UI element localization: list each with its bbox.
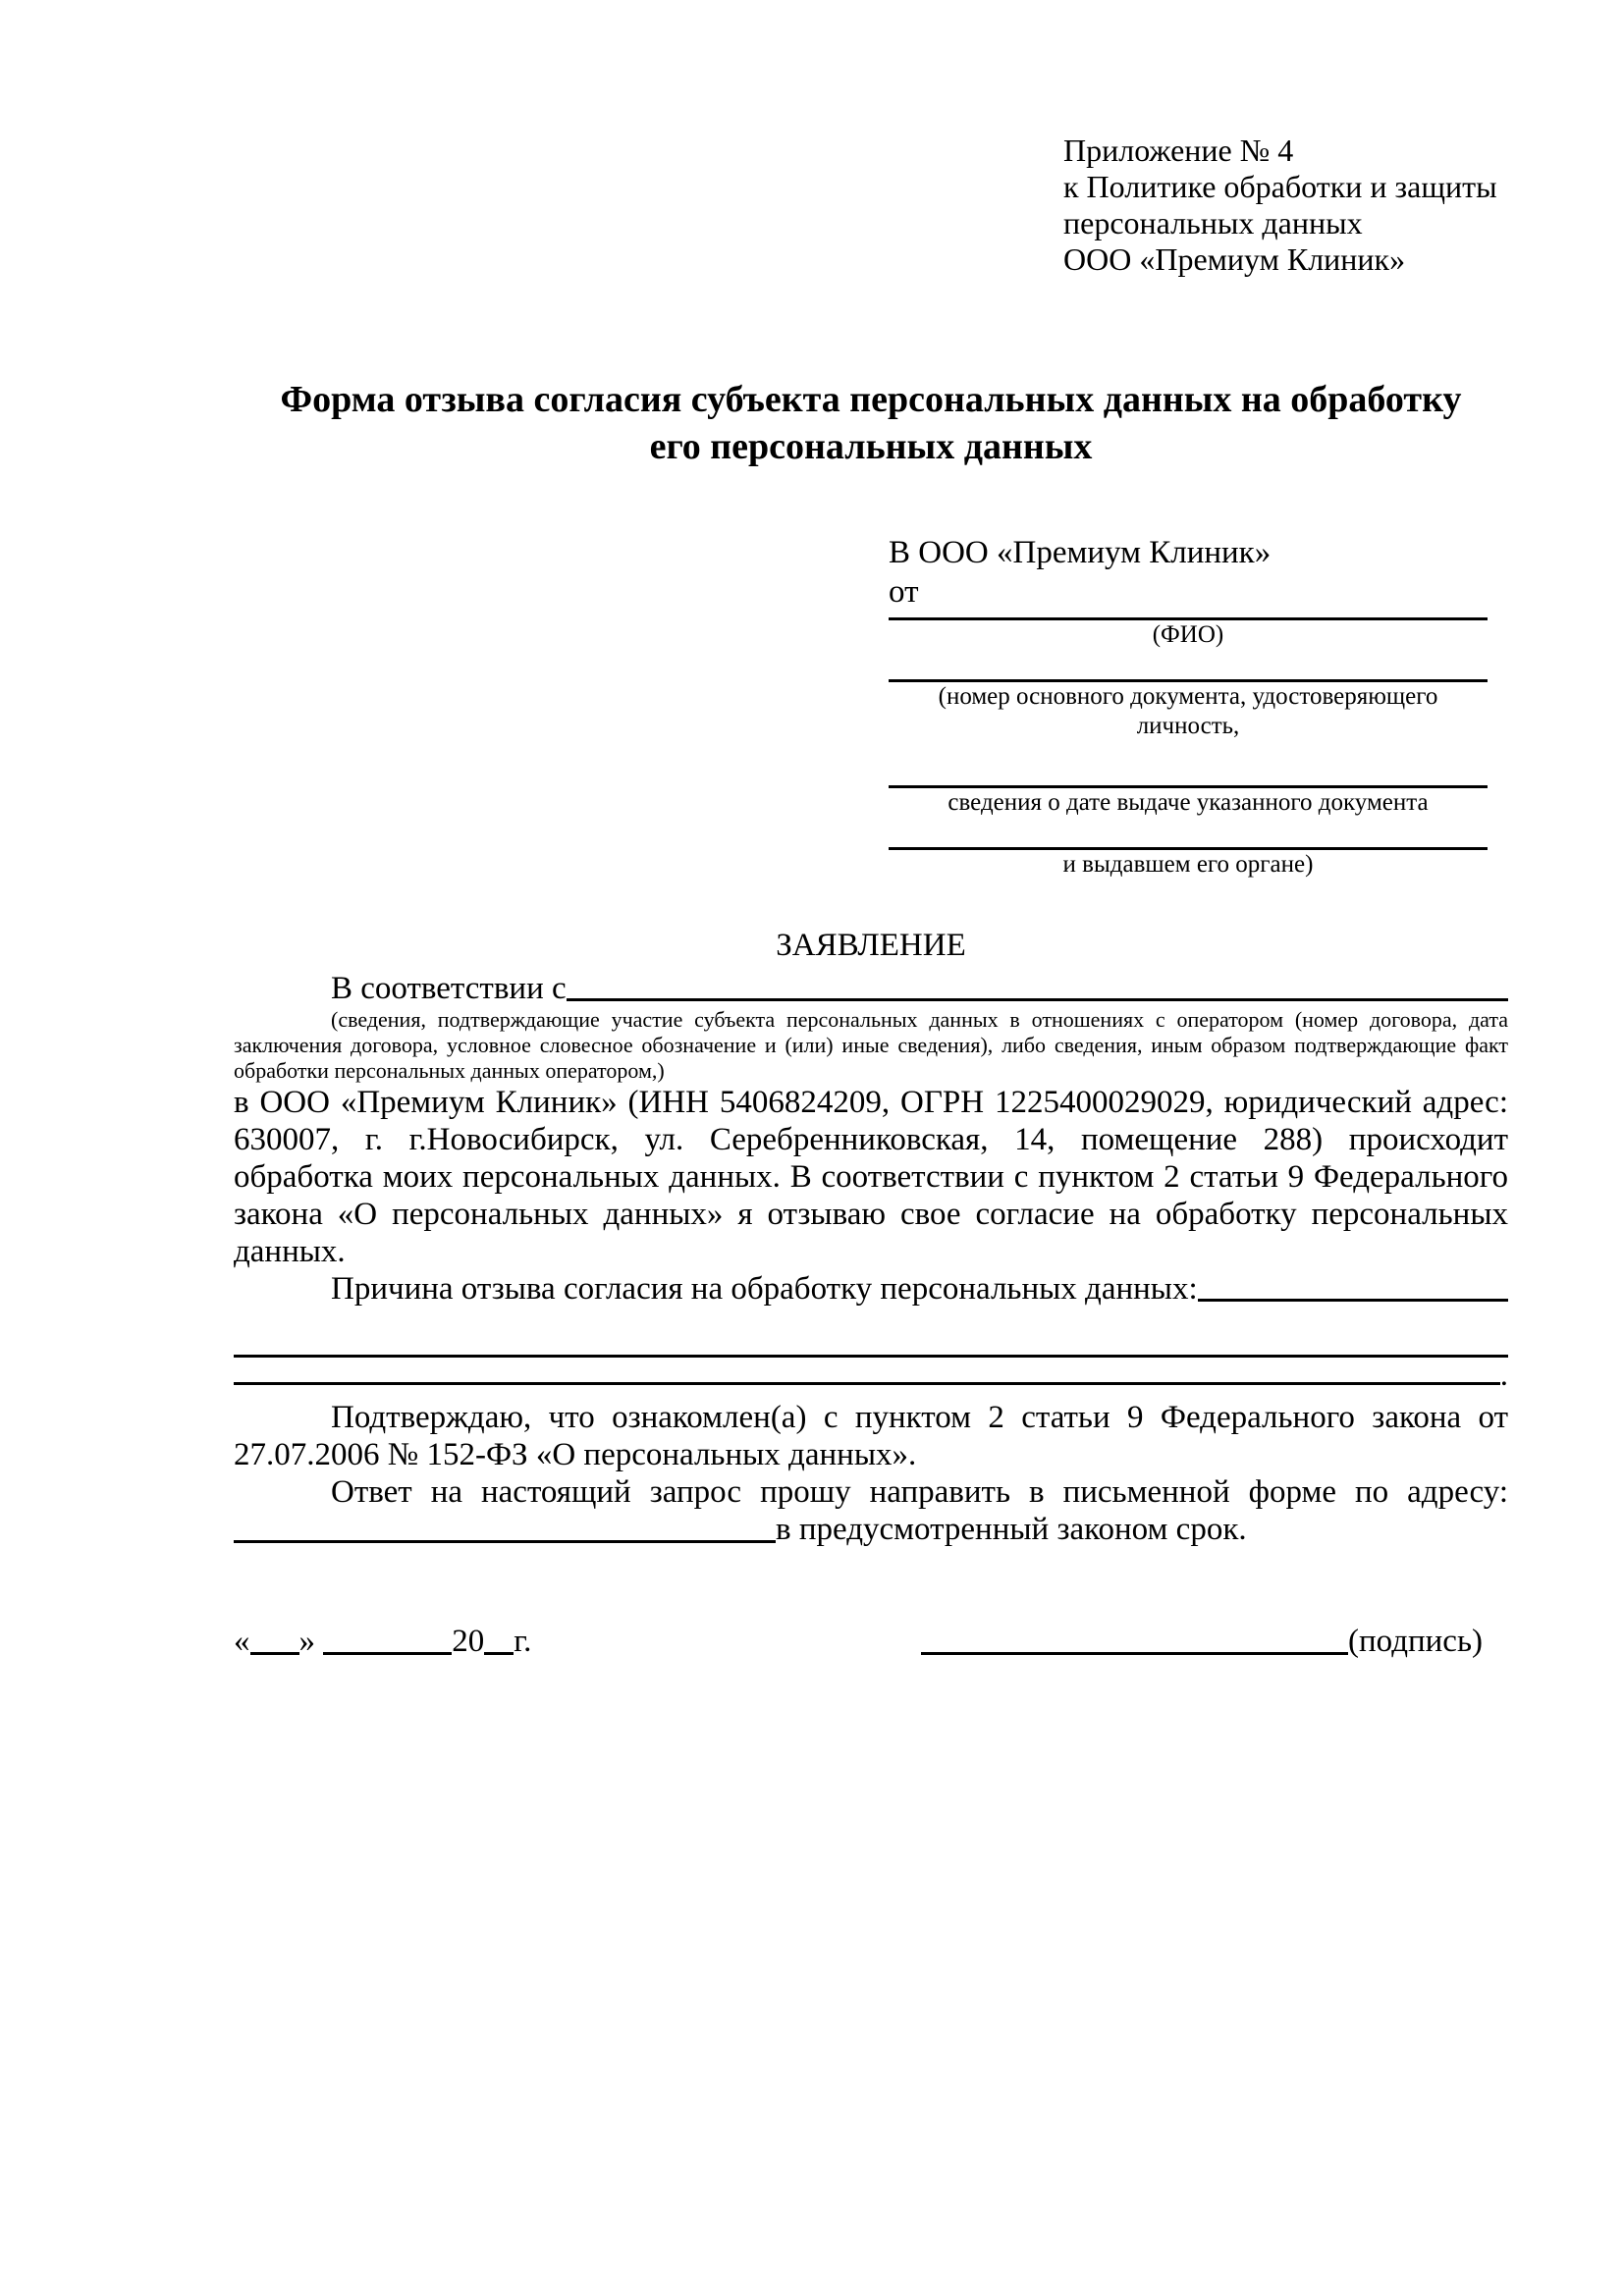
appendix-header [1063,133,1508,278]
reason-period: . [1499,1358,1508,1393]
document-title [234,376,1508,470]
reason-write-line-3 [234,1382,1500,1385]
date-field [234,1623,531,1660]
reply-request-line: Ответ на настоящий запрос прошу направить в письменной форме по адресу: [331,1474,1508,1510]
appendix-header-line-4: ООО «Премиум Клиник» [1063,241,1406,277]
address-line-row [234,1511,1508,1548]
fio-label: (ФИО) [1152,621,1224,648]
signature-label: (подпись) [1348,1624,1483,1659]
document-title-line-2: его персональных данных [649,426,1093,467]
reason-label: Причина отзыва согласия на обработку персональных данных: [331,1271,1198,1307]
reply-tail: в предусмотренный законом срок. [776,1512,1247,1547]
fio-write-line [889,612,1488,620]
appendix-header-line-1: Приложение № 4 [1063,133,1294,168]
intro-row [234,970,1508,1007]
date-signature-row [234,1623,1508,1660]
date-close-quote: » [298,1624,315,1659]
issue-date-write-line [889,741,1488,788]
reason-write-line-1 [1198,1270,1508,1302]
document-title-line-1: Форма отзыва согласия субъекта персональных данных на обработку [280,379,1462,420]
reason-write-line-2 [234,1308,1508,1358]
intro-write-line [567,970,1508,1001]
addressee-block [889,533,1488,880]
issue-date-label: сведения о дате выдаче указанного документа [947,789,1429,816]
year-prefix: 20 [452,1624,485,1659]
intro-prefix: В соответствии с [331,971,567,1006]
identity-document-write-line [889,650,1488,682]
addressee-from: от [889,574,919,610]
issuing-authority-label: и выдавшем его органе) [1062,851,1314,878]
reason-write-line-3-row [234,1358,1508,1393]
year-suffix: г. [514,1624,532,1659]
signature-write-line [921,1652,1348,1655]
month-write-line [323,1652,452,1655]
address-write-line [234,1540,776,1543]
date-open-quote: « [234,1624,250,1659]
year-write-line [484,1652,514,1655]
statement-heading: ЗАЯВЛЕНИЕ [776,928,966,963]
appendix-header-line-2: к Политике обработки и защиты [1063,169,1497,204]
confirmation-paragraph: Подтверждаю, что ознакомлен(а) с пунктом 2 статьи 9 Федерального закона от 27.07.2006 № 152-ФЗ «О персональных данных». [234,1400,1508,1472]
day-write-line [250,1652,299,1655]
issuing-authority-write-line [889,818,1488,850]
appendix-header-line-3: персональных данных [1063,205,1363,240]
statement-body: в ООО «Премиум Клиник» (ИНН 5406824209, ОГРН 1225400029029, юридический адрес: 630007, г. г.Новосибирск, ул. Серебренниковская, 14, помещение 288) происходит обработка моих персональных данных. В соответствии с пунктом 2 статьи 9 Федерального закона «О персональных данных» я отзываю свое согласие на обработку персональных данных. [234,1085,1508,1269]
signature-field [921,1623,1483,1660]
reason-row [234,1270,1508,1308]
footnote: (сведения, подтверждающие участие субъекта персональных данных в отношениях с оператором (номер договора, дата заключения договора, условное словесное обозначение и (или) иные сведения), либо сведения, иным образом подтверждающие факт обработки персональных данных оператором,) [234,1007,1508,1083]
addressee-to: В ООО «Премиум Клиник» [889,535,1272,570]
identity-document-label: (номер основного документа, удостоверяющего личность, [938,683,1438,739]
